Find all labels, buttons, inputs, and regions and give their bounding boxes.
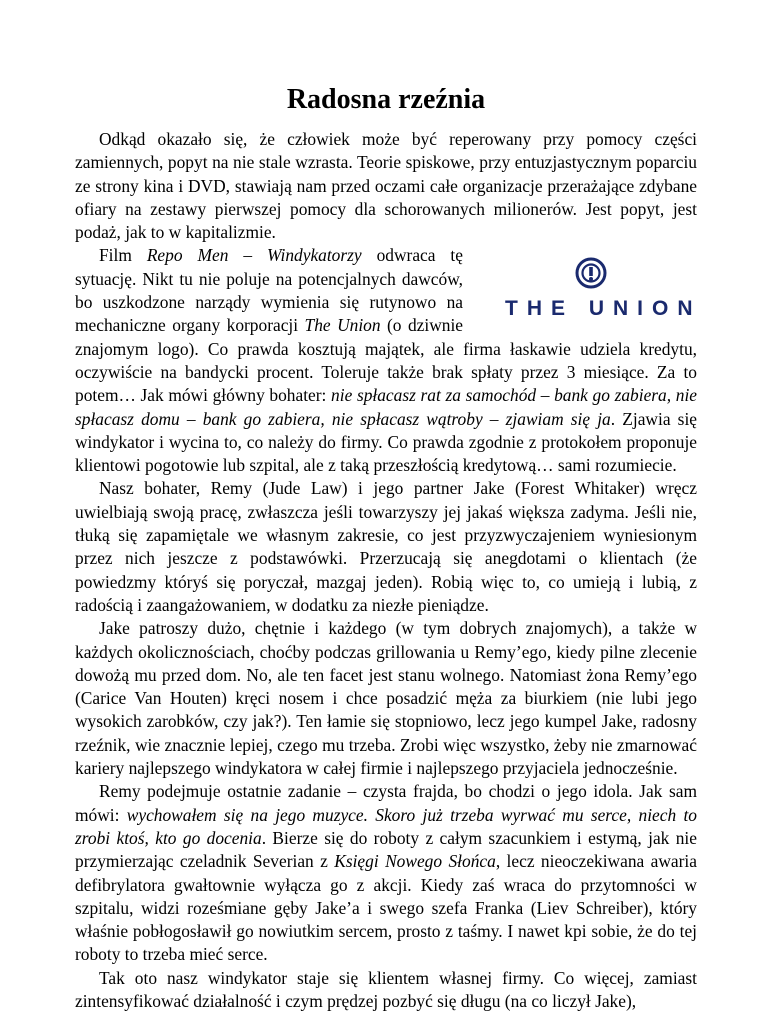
film-title: Repo Men – Windykatorzy <box>146 245 362 266</box>
union-emblem-icon <box>575 257 607 289</box>
paragraph-3: Nasz bohater, Remy (Jude Law) i jego partner Jake (Forest Whitaker) wręcz uwielbiają swoją pracę, zwłaszcza jeśli towarzyszy jej jakaś większa zadyma. Jeśli nie, tłuką się zapamiętale we własnym zakresie, co jest przyzwyczajeniem wyniesionym przez nich jeszcze z podstawówki. Przerzucają się anegdotami o klientach (że powiedzmy któryś się poryczał, mazgaj jeden). Robią więc to, co umieją i lubią, z radością i zaangażowaniem, w dodatku za niezłe pieniądze. <box>75 478 697 615</box>
text-span: (o dziwnie znajomym logo). Co prawda kosztują majątek, ale firma łaskawie udziela kredytu, oczywiście na bandycki procent. Toleruje także brak spłaty przez 3 miesiące. Za to potem… Jak mówi główny bohater: <box>75 315 697 406</box>
paragraph-1: Odkąd okazało się, że człowiek może być reperowany przy pomocy części zamiennych, popyt na nie stale wzrasta. Teorie spiskowe, przy entuzjastycznym poparciu ze strony kina i DVD, stawiają nam przed oczami całe organizacje przerażające zdybane ofiary na zestawy pierwszej pomocy dla schorowanych milionerów. Jest popyt, jest podaż, jak to w kapitalizmie. <box>75 129 697 243</box>
the-union-logo <box>481 257 702 321</box>
quote: wychowałem się na jego muzyce. Skoro już trzeba wyrwać mu serce, niech to zrobi ktoś, kto go docenia <box>75 804 697 848</box>
text-span: Film <box>99 245 147 266</box>
text-span: . Bierze się do roboty z całym szacunkiem i estymą, jak nie przymierzając czeladnik Severian z <box>75 827 697 872</box>
paragraph-6: Tak oto nasz windykator staje się klientem własnej firmy. Co więcej, zamiast zintensyfikować działalność i czym prędzej pozbyć się długu (na co liczył Jake), <box>75 967 697 1011</box>
paragraph-4: Jake patroszy dużo, chętnie i każdego (w tym dobrych znajomych), a także w każdych okolicznościach, choćby podczas grillowania u Remy’ego, kiedy pilne zlecenie dowożą mu przed dom. No, ale ten facet jest stanu wolnego. Natomiast żona Remy’ego (Carice Van Houten) kręci nosem i chce posadzić męża za biurkiem (nie lubi jego wysokich zarobków, czy jak?). Ten łamie się stopniowo, lecz jego kumpel Jake, radosny rzeźnik, wie znacznie lepiej, czego mu trzeba. Zrobi więc wszystko, żeby nie zmarnować kariery najlepszego windykatora w całej firmie i najlepszego przyjaciela jednocześnie. <box>75 618 697 779</box>
document-page <box>75 82 702 1013</box>
logo-box <box>473 251 702 323</box>
document-title: Radosna rzeźnia <box>286 84 486 115</box>
quote: nie spłacasz rat za samochód – bank go zabiera, nie spłacasz domu – bank go zabiera, nie spłacasz wątroby – zjawiam się ja <box>75 385 697 429</box>
company-name: The Union <box>304 315 381 336</box>
book-title: Księgi Nowego Słońca <box>334 851 496 872</box>
text-span: Remy podejmuje ostatnie zadanie – czysta frajda, bo chodzi o jego idola. Jak sam mówi: <box>75 781 697 825</box>
text-span: , lecz nieoczekiwana awaria defibrylatora gwałtownie wyłącza go z akcji. Kiedy zaś wraca do przytomności w szpitalu, widzi roześmiane gęby Jake’a i swego szefa Franka (Liev Schreiber), który właśnie pobłogosławił go nowiutkim sercem, prosto z taśmy. I nawet kpi sobie, że do tej roboty to trzeba mieć serce. <box>75 851 697 965</box>
logo-text: THE UNION <box>505 297 702 321</box>
text-span: . Zjawia się windykator i wycina to, co należy do firmy. Co prawda zgodnie z protokołem proponuje klientowi pogotowie lub szpital, ale z taką przeszłością kredytową… sami rozumiecie. <box>75 408 697 476</box>
paragraph-2 <box>75 244 702 477</box>
text-span: odwraca tę sytuację. Nikt tu nie poluje na potencjalnych dawców, bo uszkodzone narządy wymienia się rutynowo na mechaniczne organy korporacji <box>75 245 463 336</box>
paragraph-5 <box>75 780 697 966</box>
